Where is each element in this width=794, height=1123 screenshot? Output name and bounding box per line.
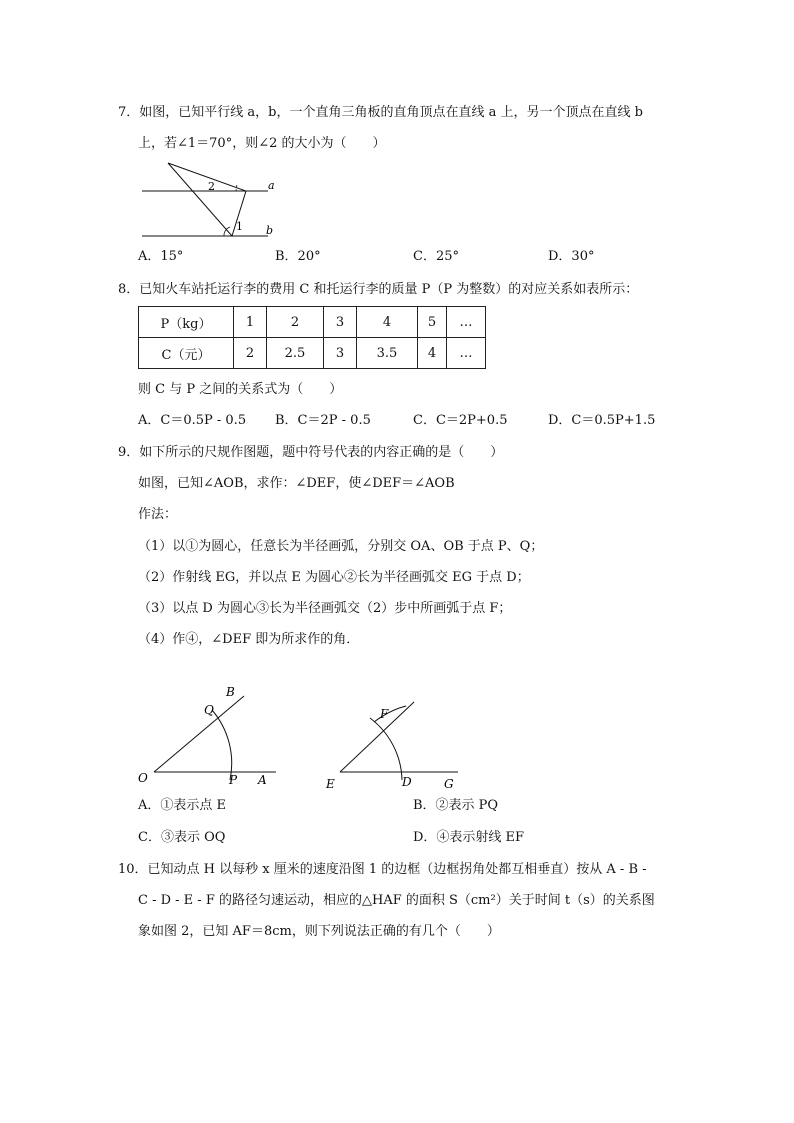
q9-label-P: P — [229, 773, 238, 787]
q9-label-O: O — [138, 771, 148, 785]
q8-option-b[interactable]: B．C＝2P - 0.5 — [275, 413, 371, 428]
table-row — [139, 307, 486, 338]
q7-option-d[interactable]: D．30° — [548, 249, 595, 264]
q7-stem-line2: 上，若∠1＝70°，则∠2 的大小为（ ） — [138, 136, 386, 151]
q7-label-1: 1 — [236, 220, 243, 233]
q9-label-Q: Q — [204, 703, 214, 717]
q8-option-c[interactable]: C．C＝2P+0.5 — [413, 413, 508, 428]
q7-figure — [138, 160, 298, 240]
table-cell: 3 — [324, 338, 357, 369]
q9-option-b[interactable]: B．②表示 PQ — [413, 798, 499, 813]
q9-figure-left — [134, 682, 284, 792]
q9-figure-right — [322, 682, 472, 792]
table-cell: 3.5 — [357, 338, 418, 369]
q9-label-B: B — [226, 685, 235, 699]
q7-label-b: b — [266, 224, 274, 237]
q7-stem-line1: 7．如图，已知平行线 a，b，一个直角三角板的直角顶点在直线 a 上，另一个顶点在直线 b — [118, 105, 643, 120]
q9-option-c[interactable]: C．③表示 OQ — [138, 830, 226, 845]
q10-stem-line1: 10．已知动点 H 以每秒 x 厘米的速度沿图 1 的边框（边框拐角处都互相垂直）按从 A - B - — [118, 862, 647, 877]
q9-label-G: G — [444, 777, 454, 791]
q8-ask: 则 C 与 P 之间的关系式为（ ） — [138, 382, 343, 397]
table-cell: 2 — [234, 338, 267, 369]
q9-label-D: D — [402, 775, 412, 789]
table-cell: C（元） — [139, 338, 234, 369]
table-cell: … — [447, 338, 486, 369]
table-cell: 3 — [324, 307, 357, 338]
table-cell: 1 — [234, 307, 267, 338]
q9-method: 作法： — [138, 507, 178, 522]
q9-given: 如图，已知∠AOB，求作：∠DEF，使∠DEF＝∠AOB — [138, 476, 455, 491]
q10-stem-line3: 象如图 2，已知 AF＝8cm，则下列说法正确的有几个（ ） — [138, 924, 500, 939]
q8-option-d[interactable]: D．C＝0.5P+1.5 — [548, 413, 656, 428]
table-cell: P（kg） — [139, 307, 234, 338]
table-cell: 4 — [418, 338, 447, 369]
q9-step-1: （1）以①为圆心，任意长为半径画弧，分别交 OA、OB 于点 P、Q； — [138, 539, 544, 554]
table-cell: 4 — [357, 307, 418, 338]
q9-step-2: （2）作射线 EG，并以点 E 为圆心②长为半径画弧交 EG 于点 D； — [138, 570, 530, 585]
q9-label-A: A — [258, 773, 267, 787]
q9-option-d[interactable]: D．④表示射线 EF — [413, 830, 525, 845]
q9-step-4: （4）作④，∠DEF 即为所求作的角． — [138, 632, 360, 647]
q7-label-2: 2 — [208, 180, 215, 193]
table-cell: 2 — [267, 307, 324, 338]
q7-option-b[interactable]: B．20° — [275, 249, 321, 264]
q7-option-c[interactable]: C．25° — [413, 249, 459, 264]
q9-label-F: F — [380, 707, 389, 721]
q9-option-a[interactable]: A．①表示点 E — [138, 798, 227, 813]
table-cell: 2.5 — [267, 338, 324, 369]
table-row — [139, 338, 486, 369]
table-cell: … — [447, 307, 486, 338]
q8-option-a[interactable]: A．C＝0.5P - 0.5 — [138, 413, 247, 428]
q9-stem: 9．如下所示的尺规作图题，题中符号代表的内容正确的是（ ） — [118, 445, 504, 460]
q9-step-3: （3）以点 D 为圆心③长为半径画弧交（2）步中所画弧于点 F； — [138, 601, 512, 616]
q7-option-a[interactable]: A．15° — [138, 249, 184, 264]
q8-table — [138, 306, 486, 369]
table-cell: 5 — [418, 307, 447, 338]
q9-label-E: E — [326, 777, 335, 791]
q8-stem: 8．已知火车站托运行李的费用 C 和托运行李的质量 P（P 为整数）的对应关系如表所示： — [118, 282, 639, 297]
q10-stem-line2: C - D - E - F 的路径匀速运动，相应的△HAF 的面积 S（cm²）关于时间 t（s）的关系图 — [138, 893, 655, 908]
q7-label-a: a — [268, 179, 275, 192]
